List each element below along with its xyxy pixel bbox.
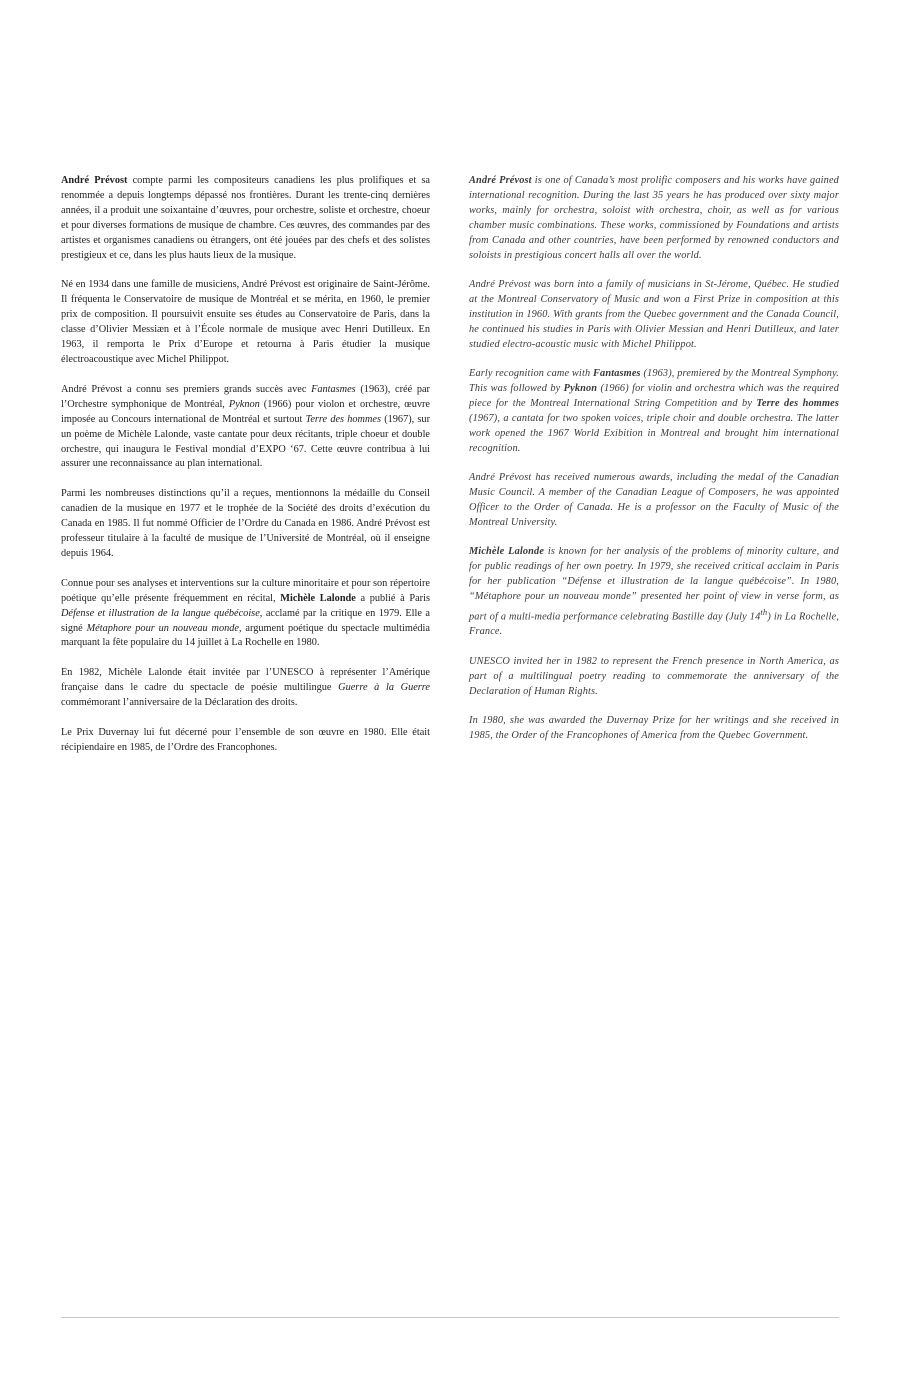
en-paragraph-2: André Prévost was born into a family of musicians in St-Jérome, Québec. He studied at the Montreal Conservatory of Music and won a First Prize in composition at this institution in 1960. With grants from the Quebec government and the Canada Council, he continued his studies in Paris with Olivier Messian and Henri Dutilleux, and later studied electro-acoustic music with Michel Philippot. bbox=[469, 279, 839, 350]
en-paragraph-1: André Prévost is one of Canada’s most prolific composers and his works have gained international recognition. During the last 35 years he has produced over sixty major works, mainly for orchestra, soloist with orchestra, choir, as well as for various chamber music combinations. These works, commissioned by Foundations and artists from Canada and other countries, have been performed by renowned conductors and soloists in prestigious concert halls all over the world. bbox=[469, 175, 839, 261]
english-column bbox=[469, 174, 839, 759]
fr-paragraph-5: Connue pour ses analyses et interventions sur la culture minoritaire et pour son répertoire poétique qu’elle présente fréquemment en récital, Michèle Lalonde a publié à Paris Défense et illustration de la langue québécoise, acclamé par la critique en 1979. Elle a signé Métaphore pour un nouveau monde, argument poétique du spectacle multimédia marquant la fête populaire du 14 juillet à La Rochelle en 1980. bbox=[61, 577, 430, 649]
fr-work-title: Fantasmes bbox=[311, 383, 356, 395]
en-paragraph-4: André Prévost has received numerous awards, including the medal of the Canadian Music Council. A member of the Canadian League of Composers, he was appointed Officer to the Order of Canada. He is a professor on the Faculty of Music of the Montreal University. bbox=[469, 472, 839, 528]
en-paragraph-7: In 1980, she was awarded the Duvernay Prize for her writings and she received in 1985, the Order of the Francophones of America from the Quebec Government. bbox=[469, 715, 839, 742]
fr-paragraph-1: André Prévost compte parmi les compositeurs canadiens les plus prolifiques et sa renommée a depuis longtemps dépassé nos frontières. Durant les trente-cinq dernières années, il a produit une soixantaine d’œuvres, pour orchestre, soliste et orchestre, choeur et pour diverses formations de musique de chambre. Ces œuvres, des commandes par des artistes et organismes canadiens ou étrangers, ont été jouées par des chefs et des solistes prestigieux et ce, dans les plus hauts lieux de la musique. bbox=[61, 175, 430, 261]
french-column bbox=[61, 174, 430, 771]
en-paragraph-3: Early recognition came with Fantasmes (1963), premiered by the Montreal Symphony. This was followed by Pyknon (1966) for violin and orchestra which was the required piece for the Montreal International String Competition and by Terre des hommes (1967), a cantata for two spoken voices, triple choir and double orchestra. The latter work opened the 1967 World Exibition in Montreal and brought him international recognition. bbox=[469, 368, 839, 454]
en-paragraph-5: Michèle Lalonde is known for her analysis of the problems of minority culture, and for public readings of her own poetry. In 1979, she received critical acclaim in Paris for her publication “Défense et illustration de la langue québécoise”. In 1980, “Métaphore pour un nouveau monde” presented her point of view in verse form, as part of a multi-media performance celebrating Bastille day (July 14th) in La Rochelle, France. bbox=[469, 546, 839, 638]
en-paragraph-6: UNESCO invited her in 1982 to represent the French presence in North America, as part of a multilingual poetry reading to commemorate the anniversary of the Declaration of Human Rights. bbox=[469, 655, 839, 697]
fr-work-title: Pyknon bbox=[228, 398, 260, 410]
fr-paragraph-2: Né en 1934 dans une famille de musiciens, André Prévost est originaire de Saint-Jérôme. Il fréquenta le Conservatoire de musique de Montréal et se mérita, en 1960, le premier prix de composition. Il poursuivit ensuite ses études au Conservatoire de Paris, dans la classe d’Olivier Messiæn et à l’École normale de musique avec Henri Dutilleux. En 1963, il remporta le Prix d’Europe et retourna à Paris étudier la musique électroacoustique avec Michel Philippot. bbox=[61, 279, 430, 365]
en-work-title: Pyknon bbox=[563, 383, 598, 395]
fr-paragraph-7: Le Prix Duvernay lui fut décerné pour l’ensemble de son œuvre en 1980. Elle était récipiendaire en 1985, de l’Ordre des Francophones. bbox=[61, 727, 430, 753]
fr-work-title: Guerre à la Guerre bbox=[338, 682, 430, 694]
en-composer-name: André Prévost bbox=[469, 175, 532, 186]
fr-work-title: Défense et illustration de la langue québécoise bbox=[61, 607, 260, 619]
fr-paragraph-6: En 1982, Michèle Lalonde était invitée par l’UNESCO à représenter l’Amérique française dans le cadre du spectacle de poésie multilingue Guerre à la Guerre commémorant l’anniversaire de la Déclaration des droits. bbox=[61, 667, 430, 709]
fr-poet-name: Michèle Lalonde bbox=[280, 592, 356, 604]
fr-work-title: Métaphore pour un nouveau monde bbox=[86, 622, 239, 634]
en-work-title: Terre des hommes bbox=[756, 397, 839, 409]
fr-composer-name: André Prévost bbox=[61, 175, 128, 186]
en-poet-name: Michèle Lalonde bbox=[469, 546, 545, 558]
fr-work-title: Terre des hommes bbox=[305, 413, 381, 425]
fr-paragraph-3: André Prévost a connu ses premiers grands succès avec Fantasmes (1963), créé par l’Orchestre symphonique de Montréal, Pyknon (1966) pour violon et orchestre, œuvre imposée au Concours international de Montréal et surtout Terre des hommes (1967), sur un poème de Michèle Lalonde, vaste cantate pour deux récitants, triple choeur et double orchestre, qui inaugura le Festival mondial d’EXPO ‘67. Cette œuvre contribua à lui assurer une reconnaissance au plan international. bbox=[61, 383, 430, 470]
fr-paragraph-4: Parmi les nombreuses distinctions qu’il a reçues, mentionnons la médaille du Conseil canadien de la musique en 1977 et le trophée de la Société des droits d’exécution du Canada en 1985. Il fut nommé Officier de l’Ordre du Canada en 1986. André Prévost est professeur titulaire à la faculté de musique de l’Université de Montréal, où il enseigne depuis 1964. bbox=[61, 488, 430, 559]
footer-divider bbox=[61, 1317, 839, 1318]
en-work-title: Fantasmes bbox=[593, 368, 641, 380]
